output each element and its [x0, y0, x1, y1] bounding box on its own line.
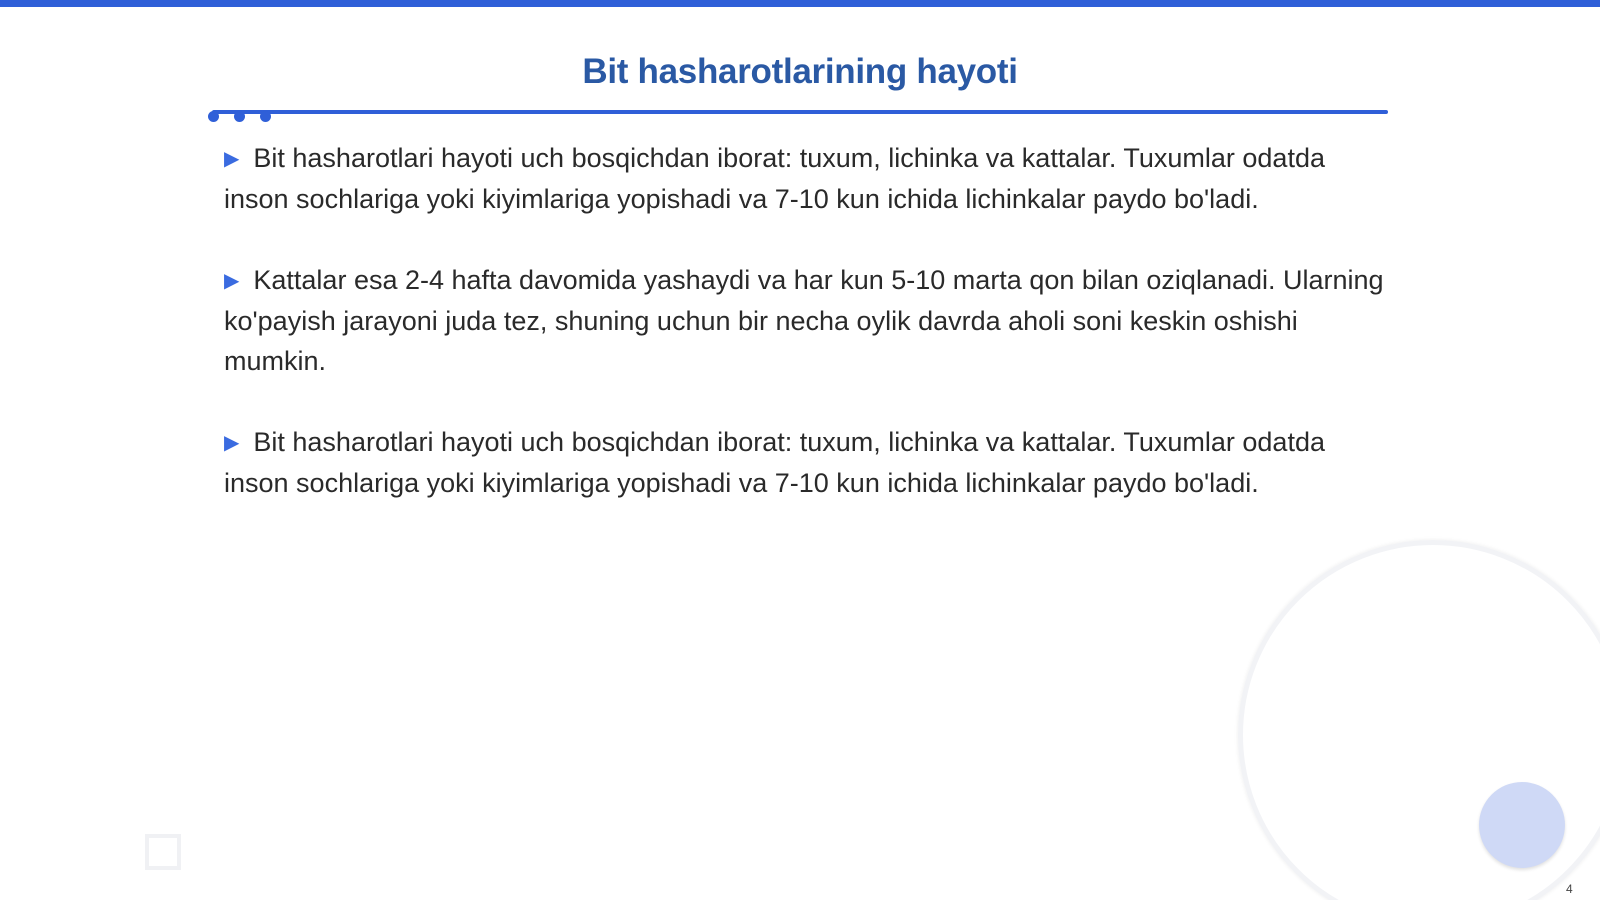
decor-dot-3 — [260, 111, 271, 122]
decor-dot-1 — [208, 111, 219, 122]
list-item — [224, 260, 1394, 381]
page-number: 4 — [1566, 882, 1573, 896]
decor-circle — [1479, 782, 1565, 868]
decor-square — [145, 834, 181, 870]
bullet-list — [224, 138, 1394, 544]
bullet-arrow-icon: ▶ — [224, 270, 240, 292]
decor-dot-2 — [234, 111, 245, 122]
paragraph-text: Bit hasharotlari hayoti uch bosqichdan iborat: tuxum, lichinka va kattalar. Tuxumlar odatda inson sochlariga yoki kiyimlariga yopishadi va 7-10 kun ichida lichinkalar paydo bo'ladi. — [224, 427, 1325, 498]
title-underline — [212, 110, 1388, 114]
slide-title: Bit hasharotlarining hayoti — [582, 52, 1018, 91]
bullet-arrow-icon: ▶ — [224, 432, 240, 454]
paragraph-text: Kattalar esa 2-4 hafta davomida yashaydi va har kun 5-10 marta qon bilan oziqlanadi. Ularning ko'payish jarayoni juda tez, shuning uchun bir necha oylik davrda aholi soni keskin oshishi mumkin. — [224, 265, 1384, 376]
top-accent-bar — [0, 0, 1600, 7]
bullet-arrow-icon: ▶ — [224, 148, 240, 170]
list-item — [224, 422, 1394, 503]
paragraph-text: Bit hasharotlari hayoti uch bosqichdan iborat: tuxum, lichinka va kattalar. Tuxumlar odatda inson sochlariga yoki kiyimlariga yopishadi va 7-10 kun ichida lichinkalar paydo bo'ladi. — [224, 143, 1325, 214]
list-item — [224, 138, 1394, 219]
